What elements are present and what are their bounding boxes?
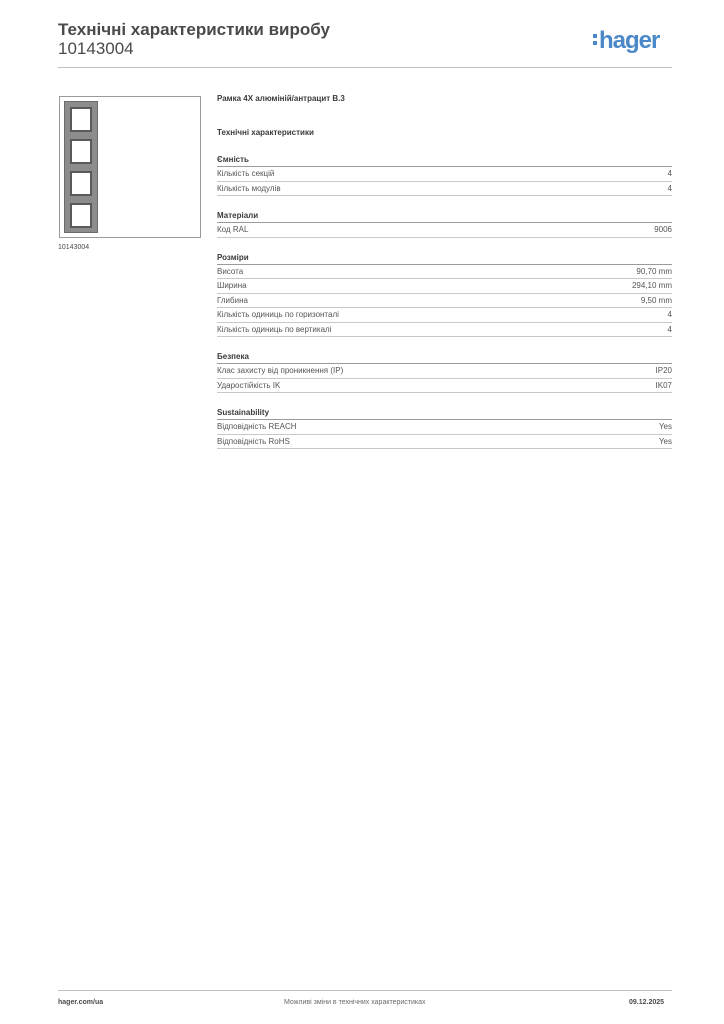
spec-row bbox=[217, 420, 672, 435]
frame-slot bbox=[70, 171, 92, 196]
spec-row bbox=[217, 379, 672, 394]
spec-label: Кількість модулів bbox=[217, 183, 281, 193]
spec-section bbox=[217, 403, 672, 449]
spec-section-title: Безпека bbox=[217, 347, 672, 364]
spec-row bbox=[217, 435, 672, 450]
spec-label: Кількість одиниць по вертикалі bbox=[217, 324, 332, 334]
header-divider bbox=[58, 67, 672, 68]
logo-text: hager bbox=[599, 27, 660, 54]
spec-label: Клас захисту від проникнення (IP) bbox=[217, 366, 344, 375]
specs-panel bbox=[217, 94, 672, 449]
frame-illustration bbox=[64, 101, 98, 233]
spec-label: Код RAL bbox=[217, 225, 249, 234]
spec-section bbox=[217, 206, 672, 238]
spec-row bbox=[217, 323, 672, 338]
spec-value: IP20 bbox=[655, 366, 672, 375]
spec-label: Ширина bbox=[217, 281, 247, 290]
spec-row bbox=[217, 308, 672, 323]
spec-section-title: Sustainability bbox=[217, 403, 672, 420]
spec-label: Кількість одиниць по горизонталі bbox=[217, 310, 339, 319]
product-code: 10143004 bbox=[58, 39, 134, 58]
spec-row bbox=[217, 223, 672, 238]
spec-section bbox=[217, 150, 672, 196]
spec-section bbox=[217, 347, 672, 393]
frame-slot bbox=[70, 203, 92, 228]
spec-row bbox=[217, 364, 672, 379]
spec-value: 294,10 mm bbox=[631, 281, 672, 290]
spec-row bbox=[217, 182, 672, 197]
logo-mark-icon bbox=[593, 34, 598, 48]
frame-slot bbox=[70, 107, 92, 132]
footer-note: Можливі зміни в технічних характеристиках bbox=[284, 999, 426, 1006]
spec-row bbox=[217, 167, 672, 182]
spec-value: 4 bbox=[667, 324, 672, 334]
spec-value: 90,70 mm bbox=[636, 266, 672, 276]
page-title: Технічні характеристики виробу bbox=[58, 20, 330, 39]
footer-divider bbox=[58, 990, 672, 991]
footer-date: 09.12.2025 bbox=[629, 999, 665, 1006]
spec-label: Висота bbox=[217, 266, 244, 276]
product-name: Рамка 4X алюміній/антрацит B.3 bbox=[217, 94, 345, 103]
spec-label: Відповідність RoHS bbox=[217, 436, 290, 446]
spec-section-title: Розміри bbox=[217, 248, 672, 265]
spec-row bbox=[217, 279, 672, 294]
spec-section bbox=[217, 248, 672, 338]
product-image bbox=[59, 96, 201, 238]
spec-value: Yes bbox=[658, 436, 672, 446]
spec-sections bbox=[217, 150, 672, 449]
spec-value: Yes bbox=[658, 422, 672, 431]
spec-value: 9006 bbox=[654, 225, 672, 234]
spec-label: Кількість секцій bbox=[217, 169, 275, 178]
spec-value: 4 bbox=[667, 169, 672, 178]
frame-slot bbox=[70, 139, 92, 164]
spec-label: Глибина bbox=[217, 295, 248, 305]
spec-row bbox=[217, 294, 672, 309]
spec-label: Ударостійкість IK bbox=[217, 380, 281, 390]
hager-logo bbox=[593, 26, 675, 56]
spec-value: 4 bbox=[667, 183, 672, 193]
spec-section-title: Матеріали bbox=[217, 206, 672, 223]
footer-site: hager.com/ua bbox=[58, 999, 104, 1006]
image-caption: 10143004 bbox=[58, 244, 90, 251]
specs-title: Технічні характеристики bbox=[217, 128, 314, 137]
spec-value: 4 bbox=[667, 310, 672, 319]
spec-section-title: Ємність bbox=[217, 150, 672, 167]
spec-row bbox=[217, 265, 672, 280]
spec-value: 9,50 mm bbox=[640, 295, 672, 305]
spec-value: IK07 bbox=[655, 380, 672, 390]
spec-label: Відповідність REACH bbox=[217, 422, 297, 431]
